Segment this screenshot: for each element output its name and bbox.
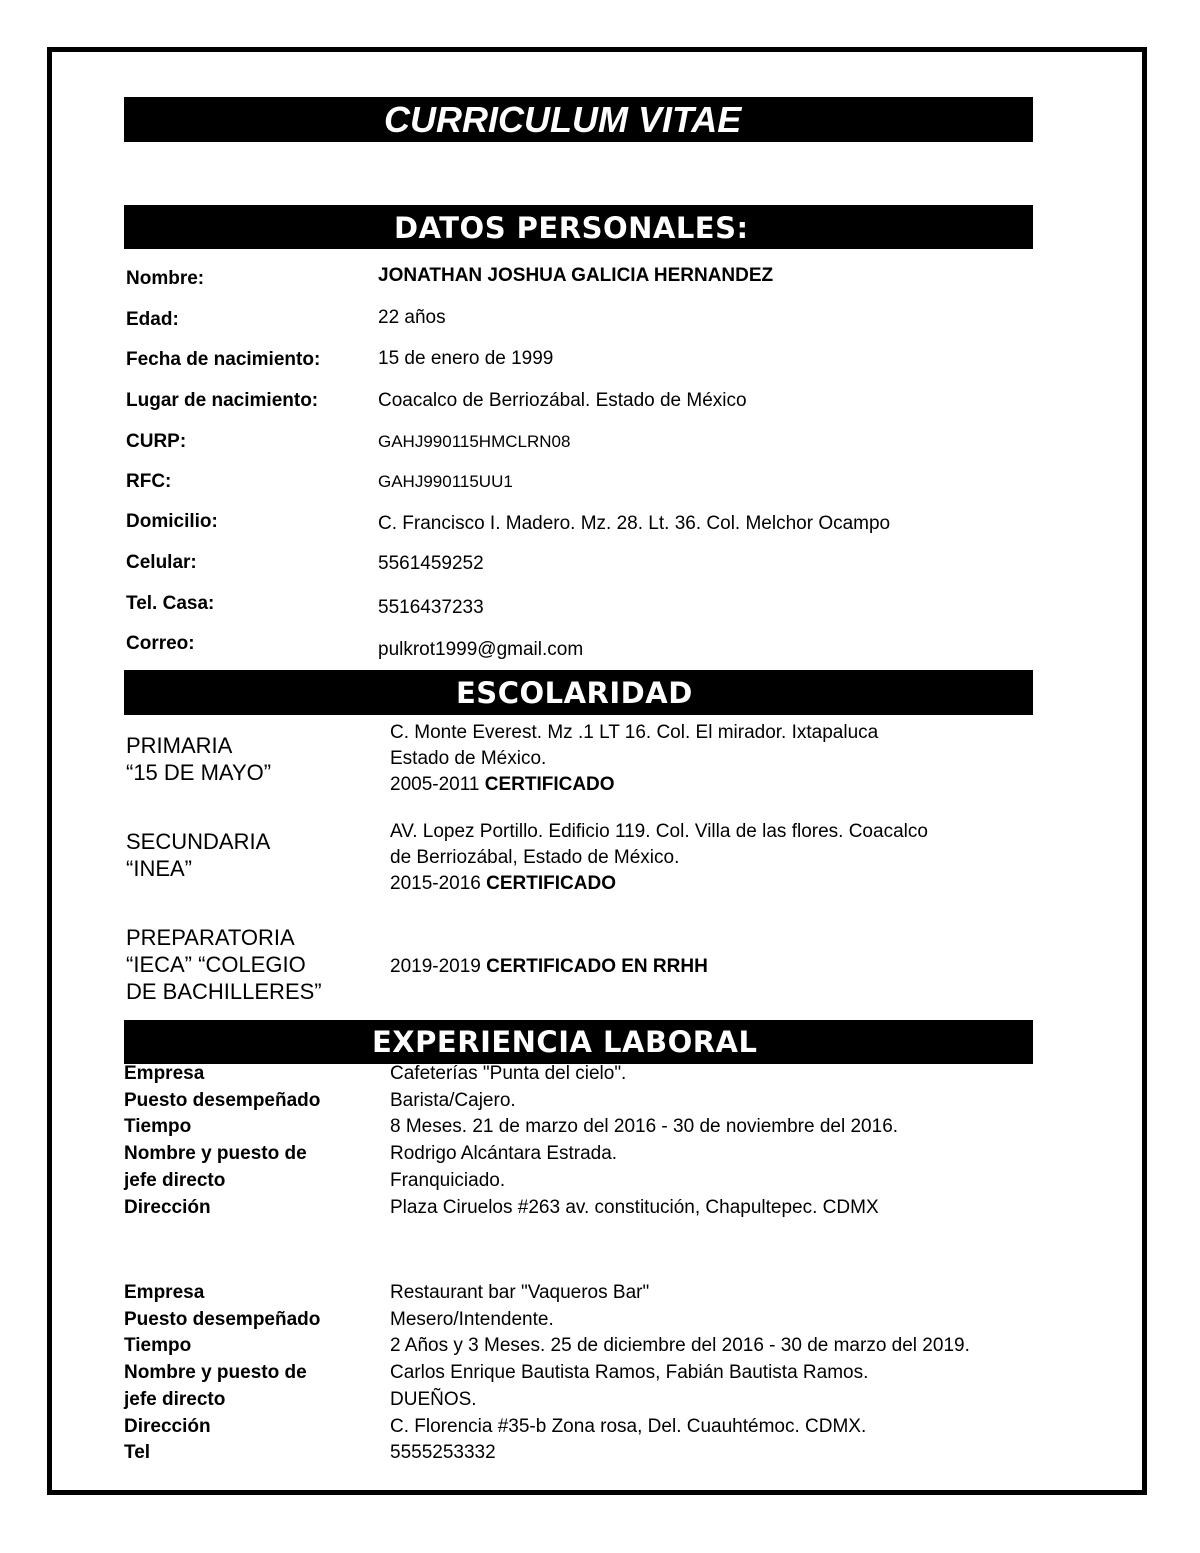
job-value: Franquiciado. [390, 1169, 506, 1191]
job-label: jefe directo [124, 1388, 226, 1410]
job-value: 5555253332 [390, 1442, 496, 1464]
job1-labels [124, 1061, 320, 1221]
personal-heading-bar [124, 205, 1033, 249]
edu-years-line [390, 772, 878, 798]
job-value: 8 Meses. 21 de marzo del 2016 - 30 de noviembre del 2016. [390, 1116, 899, 1138]
job-label: Dirección [124, 1415, 211, 1437]
value-domicilio: C. Francisco I. Madero. Mz. 28. Lt. 36. Col. Melchor Ocampo [378, 513, 891, 534]
job-label: Tel [124, 1442, 151, 1464]
job-label: Empresa [124, 1282, 205, 1303]
edu-status: CERTIFICADO [486, 873, 616, 894]
edu-name-line: “IECA” “COLEGIO [126, 952, 306, 977]
edu-name-line: SECUNDARIA [126, 829, 271, 854]
job-label: Tiempo [124, 1116, 192, 1138]
value-rfc: GAHJ990115UU1 [378, 472, 513, 491]
edu-primaria-name [126, 732, 271, 786]
label-edad: Edad: [126, 309, 179, 330]
edu-years: 2015-2016 [390, 873, 481, 894]
job2-values [390, 1280, 970, 1467]
edu-address-line: AV. Lopez Portillo. Edificio 119. Col. Villa de las flores. Coacalco [390, 821, 928, 842]
job-value: Restaurant bar "Vaqueros Bar" [390, 1282, 650, 1303]
edu-address-line: Estado de México. [390, 748, 547, 769]
job-value: Plaza Ciruelos #263 av. constitución, Chapultepec. CDMX [390, 1196, 879, 1218]
job-value: Carlos Enrique Bautista Ramos, Fabián Bautista Ramos. [390, 1362, 869, 1384]
label-lugar: Lugar de nacimiento: [126, 390, 319, 411]
education-heading: ESCOLARIDAD [456, 676, 693, 710]
value-nombre: JONATHAN JOSHUA GALICIA HERNANDEZ [378, 265, 774, 286]
job-value: C. Florencia #35-b Zona rosa, Del. Cuauhtémoc. CDMX. [390, 1415, 867, 1437]
edu-address-line: de Berriozábal, Estado de México. [390, 847, 680, 868]
personal-heading: DATOS PERSONALES: [394, 211, 749, 245]
label-nombre: Nombre: [126, 268, 205, 289]
value-edad: 22 años [378, 307, 446, 328]
value-celular: 5561459252 [378, 553, 484, 574]
edu-status: CERTIFICADO EN RRHH [486, 956, 708, 977]
job-label: Nombre y puesto de [124, 1362, 307, 1384]
edu-preparatoria-name [126, 924, 322, 1005]
title-bar [124, 97, 1033, 142]
edu-secundaria-details [390, 819, 928, 897]
edu-years: 2005-2011 [390, 774, 480, 795]
edu-status: CERTIFICADO [484, 774, 615, 795]
job-value: DUEÑOS. [390, 1388, 477, 1410]
label-tel-casa: Tel. Casa: [126, 593, 215, 614]
label-correo: Correo: [126, 633, 195, 654]
value-lugar: Coacalco de Berriozábal. Estado de México [378, 390, 747, 411]
edu-name-line: PRIMARIA [126, 733, 233, 758]
job-value: Barista/Cajero. [390, 1089, 516, 1111]
job2-labels [124, 1280, 320, 1467]
job-label: jefe directo [124, 1169, 226, 1191]
document-title: CURRICULUM VITAE [384, 99, 742, 140]
label-celular: Celular: [126, 552, 197, 573]
value-curp: GAHJ990115HMCLRN08 [378, 432, 571, 451]
experience-heading: EXPERIENCIA LABORAL [372, 1025, 758, 1059]
label-rfc: RFC: [126, 471, 172, 492]
job-value: Cafeterías "Punta del cielo". [390, 1063, 627, 1084]
edu-secundaria-name [126, 828, 270, 882]
education-heading-bar [124, 670, 1033, 715]
job-label: Nombre y puesto de [124, 1143, 307, 1165]
edu-years: 2019-2019 [390, 956, 481, 977]
job-label: Puesto desempeñado [124, 1308, 321, 1330]
edu-primaria-details [390, 720, 878, 798]
job-label: Empresa [124, 1063, 205, 1084]
value-tel-casa: 5516437233 [378, 597, 484, 618]
job-value: Mesero/Intendente. [390, 1308, 554, 1330]
label-fecha: Fecha de nacimiento: [126, 349, 321, 370]
edu-address-line: C. Monte Everest. Mz .1 LT 16. Col. El mirador. Ixtapaluca [390, 722, 879, 743]
edu-years-line [390, 871, 928, 897]
job-label: Tiempo [124, 1335, 192, 1357]
job1-values [390, 1061, 898, 1221]
experience-heading-bar [124, 1020, 1033, 1064]
job-label: Dirección [124, 1196, 211, 1218]
label-domicilio: Domicilio: [126, 511, 218, 532]
job-value: Rodrigo Alcántara Estrada. [390, 1143, 618, 1165]
edu-name-line: PREPARATORIA [126, 925, 295, 950]
edu-name-line: “15 DE MAYO” [126, 760, 272, 785]
job-label: Puesto desempeñado [124, 1089, 321, 1111]
value-correo[interactable]: pulkrot1999@gmail.com [378, 639, 584, 660]
edu-name-line: “INEA” [126, 856, 192, 881]
edu-preparatoria-details [390, 954, 708, 980]
value-fecha: 15 de enero de 1999 [378, 348, 554, 369]
label-curp: CURP: [126, 431, 187, 452]
edu-name-line: DE BACHILLERES” [126, 979, 322, 1004]
job-value: 2 Años y 3 Meses. 25 de diciembre del 2016 - 30 de marzo del 2019. [390, 1335, 970, 1357]
